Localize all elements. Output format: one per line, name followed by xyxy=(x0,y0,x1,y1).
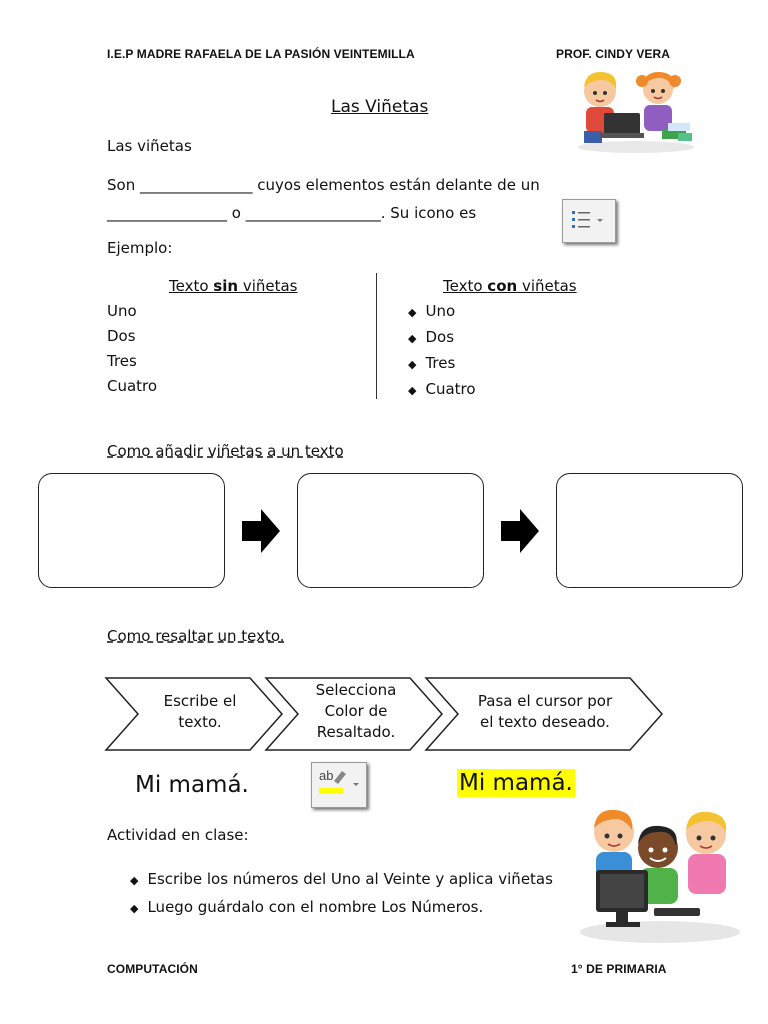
step-box-3 xyxy=(556,473,743,588)
chevron-step-1: Escribe el texto. xyxy=(163,692,237,731)
chevron-step-2: Selecciona Color de Resaltado. xyxy=(315,681,397,741)
blank-1: _______________ xyxy=(140,176,253,194)
activity-list xyxy=(130,866,553,922)
list-item: ◆ Escribe los números del Uno al Veinte y aplica viñetas xyxy=(130,870,553,888)
column-divider xyxy=(376,273,377,399)
blank-3: __________________ xyxy=(245,204,381,222)
highlight-icon-label: ab xyxy=(319,768,334,783)
right-column-heading: Texto con viñetas xyxy=(443,277,577,295)
step-box-1 xyxy=(38,473,225,588)
footer-grade: 1° DE PRIMARIA xyxy=(571,962,667,976)
list-item: ◆ Uno xyxy=(408,302,456,320)
blank-2: ________________ xyxy=(107,204,227,222)
sample-text-plain: Mi mamá. xyxy=(135,772,249,798)
list-item: Dos xyxy=(107,327,136,345)
bullets-button-icon xyxy=(562,199,616,243)
bulleted-list xyxy=(408,299,476,403)
page-title: Las Viñetas xyxy=(331,97,429,117)
diamond-bullet-icon: ◆ xyxy=(408,306,417,319)
intro-subtitle: Las viñetas xyxy=(107,137,192,155)
school-name: I.E.P MADRE RAFAELA DE LA PASIÓN VEINTEMILLA xyxy=(107,47,415,61)
list-item: Cuatro xyxy=(107,377,158,395)
plain-list xyxy=(107,299,157,399)
activity-heading: Actividad en clase: xyxy=(107,826,249,844)
list-item: ◆ Cuatro xyxy=(408,380,476,398)
kids-laptop-illustration xyxy=(572,63,700,155)
kids-computer-illustration xyxy=(576,800,744,945)
diamond-bullet-icon: ◆ xyxy=(408,384,417,397)
teacher-name: PROF. CINDY VERA xyxy=(556,47,671,61)
fill-in-line-2 xyxy=(107,204,476,222)
list-item: ◆ Dos xyxy=(408,328,455,346)
diamond-bullet-icon: ◆ xyxy=(408,332,417,345)
chevron-step-3: Pasa el cursor por el texto deseado. xyxy=(477,692,613,731)
arrow-right-icon xyxy=(241,508,281,554)
line1-prefix: Son xyxy=(107,176,136,194)
diamond-bullet-icon: ◆ xyxy=(130,874,139,887)
list-item: ◆ Luego guárdalo con el nombre Los Números. xyxy=(130,898,484,916)
arrow-right-icon xyxy=(500,508,540,554)
line2-mid: o xyxy=(231,204,241,222)
sample-text-highlighted: Mi mamá. xyxy=(459,770,573,796)
bullet-list-icon xyxy=(563,200,615,242)
highlighter-pen-icon xyxy=(312,763,366,807)
line2-suffix: . Su icono es xyxy=(380,204,477,222)
fill-in-line-1 xyxy=(107,176,540,194)
example-label: Ejemplo: xyxy=(107,239,173,257)
list-item: ◆ Tres xyxy=(408,354,456,372)
highlight-button-icon xyxy=(311,762,367,808)
diamond-bullet-icon: ◆ xyxy=(408,358,417,371)
left-column-heading: Texto sin viñetas xyxy=(169,277,298,295)
diamond-bullet-icon: ◆ xyxy=(130,902,139,915)
footer-subject: COMPUTACIÓN xyxy=(107,962,198,976)
add-bullets-heading: Como añadir viñetas a un texto xyxy=(107,442,344,460)
step-box-2 xyxy=(297,473,484,588)
line1-suffix: cuyos elementos están delante de un xyxy=(257,176,540,194)
list-item: Tres xyxy=(107,352,137,370)
list-item: Uno xyxy=(107,302,137,320)
highlight-heading: Como resaltar un texto. xyxy=(107,627,285,645)
